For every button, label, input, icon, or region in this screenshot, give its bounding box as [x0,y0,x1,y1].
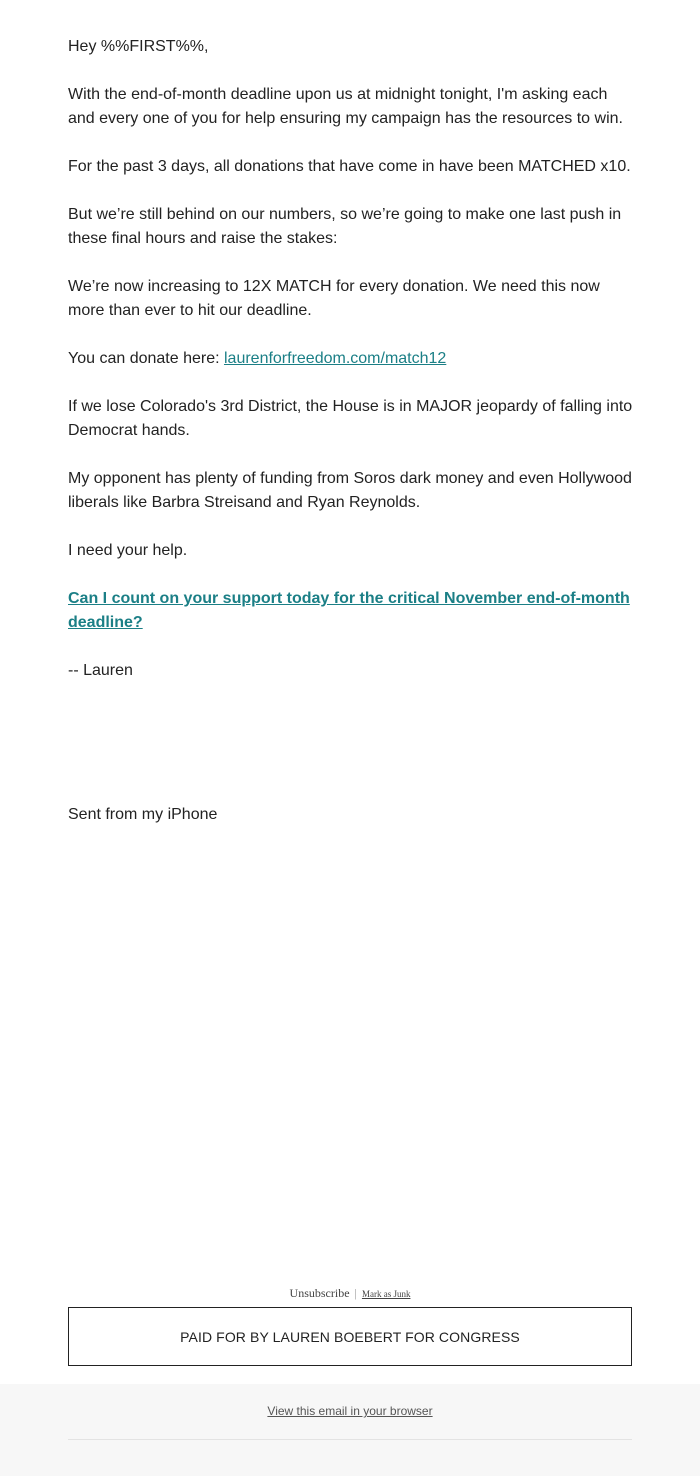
paragraph-opponent: My opponent has plenty of funding from Soros dark money and even Hollywood liberals like Barbra Streisand and Ryan Reynolds. [68,470,632,511]
view-in-browser-link[interactable]: View this email in your browser [267,1404,433,1418]
mark-as-junk-link[interactable]: Mark as Junk [361,1289,411,1299]
footer-separator: | [354,1286,357,1300]
paragraph-12x-match: We’re now increasing to 12X MATCH for every donation. We need this now more than ever to hit our deadline. [68,278,600,319]
greeting: Hey %%FIRST%%, [68,38,209,55]
unsubscribe-link[interactable]: Unsubscribe [289,1286,350,1300]
footer-band [0,1384,700,1476]
footer-links [0,1286,700,1301]
paragraph-matched: For the past 3 days, all donations that have come in have been MATCHED x10. [68,158,631,175]
paragraph-behind: But we’re still behind on our numbers, so we’re going to make one last push in these final hours and raise the stakes: [68,206,622,247]
paragraph-district: If we lose Colorado's 3rd District, the House is in MAJOR jeopardy of falling into Democrat hands. [68,398,633,439]
donate-link[interactable]: laurenforfreedom.com/match12 [223,350,447,367]
paragraph-deadline: With the end-of-month deadline upon us at midnight tonight, I'm asking each and every one of you for help ensuring my campaign has the resources to win. [68,86,623,127]
cta-link[interactable]: Can I count on your support today for the critical November end-of-month deadline? [68,590,630,631]
paid-for-box [68,1307,632,1366]
paragraph-need-help: I need your help. [68,542,188,559]
paid-for-text: PAID FOR BY LAUREN BOEBERT FOR CONGRESS [180,1328,520,1345]
donate-prefix: You can donate here: [68,350,224,367]
email-body [68,35,638,707]
sent-from: Sent from my iPhone [68,806,218,823]
footer-divider [68,1439,632,1440]
cta-paragraph [68,587,638,635]
signature: -- Lauren [68,662,133,679]
donate-line [68,347,638,371]
